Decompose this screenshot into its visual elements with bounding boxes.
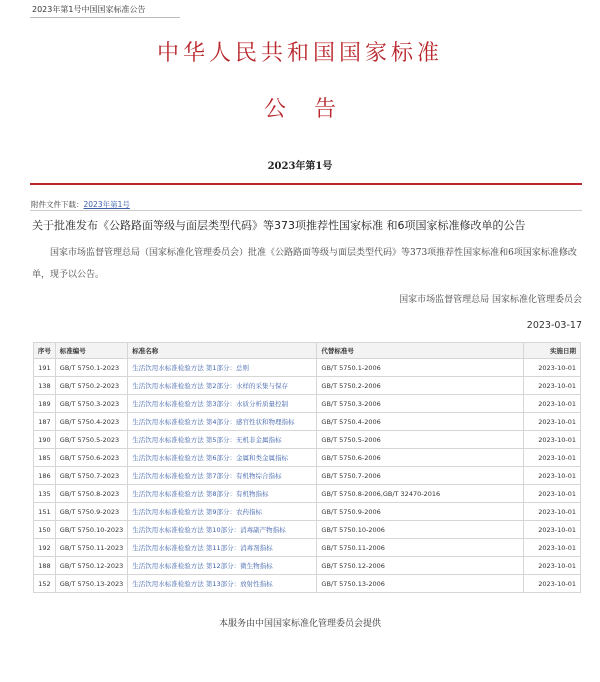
std-name-cell — [128, 395, 317, 413]
announcement-date: 2023-03-17 — [526, 320, 582, 331]
std-no-cell: GB/T 5750.11-2023 — [55, 539, 128, 557]
std-name-link[interactable]: 生活饮用水标准检验方法 第8部分：有机物指标 — [132, 490, 269, 498]
std-name-link[interactable]: 生活饮用水标准检验方法 第11部分：消毒剂指标 — [132, 544, 273, 552]
std-name-cell — [128, 431, 317, 449]
impl-date-cell: 2023-10-01 — [523, 575, 581, 593]
table-row — [34, 539, 581, 557]
attachment-download-link[interactable]: 2023年第1号 — [83, 200, 130, 209]
seq-cell: 190 — [34, 431, 56, 449]
attachment-label: 附件文件下载： — [31, 200, 84, 209]
impl-date-cell: 2023-10-01 — [523, 485, 581, 503]
seq-cell: 186 — [34, 467, 56, 485]
seq-cell: 138 — [34, 377, 56, 395]
impl-date-cell: 2023-10-01 — [523, 431, 581, 449]
seq-cell: 185 — [34, 449, 56, 467]
std-no-cell: GB/T 5750.10-2023 — [55, 521, 128, 539]
std-name-link[interactable]: 生活饮用水标准检验方法 第7部分：有机物综合指标 — [132, 472, 282, 480]
header-replaced: 代替标准号 — [317, 343, 523, 359]
replaced-cell: GB/T 5750.8-2006,GB/T 32470-2016 — [317, 485, 523, 503]
header-std-no: 标准编号 — [55, 343, 128, 359]
issue-number: 2023年第1号 — [267, 161, 333, 172]
replaced-cell: GB/T 5750.7-2006 — [317, 467, 523, 485]
replaced-cell: GB/T 5750.6-2006 — [317, 449, 523, 467]
replaced-cell: GB/T 5750.5-2006 — [317, 431, 523, 449]
std-name-cell — [128, 413, 317, 431]
replaced-cell: GB/T 5750.11-2006 — [317, 539, 523, 557]
table-row — [34, 521, 581, 539]
table-row — [34, 503, 581, 521]
announcement-title: 关于批准发布《公路路面等级与面层类型代码》等373项推荐性国家标准 和6项国家标准修改单的公告 — [32, 219, 526, 232]
std-name-link[interactable]: 生活饮用水标准检验方法 第2部分：水样的采集与保存 — [132, 382, 288, 390]
table-row — [34, 359, 581, 377]
attachment-divider — [30, 210, 582, 211]
std-name-link[interactable]: 生活饮用水标准检验方法 第9部分：农药指标 — [132, 508, 262, 516]
std-no-cell: GB/T 5750.13-2023 — [55, 575, 128, 593]
std-name-link[interactable]: 生活饮用水标准检验方法 第4部分：感官性状和物理指标 — [132, 418, 295, 426]
std-no-cell: GB/T 5750.2-2023 — [55, 377, 128, 395]
std-name-cell — [128, 521, 317, 539]
replaced-cell: GB/T 5750.9-2006 — [317, 503, 523, 521]
std-no-cell: GB/T 5750.7-2023 — [55, 467, 128, 485]
header-seq: 序号 — [34, 343, 56, 359]
impl-date-cell: 2023-10-01 — [523, 539, 581, 557]
impl-date-cell: 2023-10-01 — [523, 557, 581, 575]
table-row — [34, 557, 581, 575]
impl-date-cell: 2023-10-01 — [523, 449, 581, 467]
table-row — [34, 575, 581, 593]
std-no-cell: GB/T 5750.6-2023 — [55, 449, 128, 467]
footer-text: 本服务由中国国家标准化管理委员会提供 — [218, 619, 381, 629]
table-row — [34, 485, 581, 503]
table-row — [34, 395, 581, 413]
std-name-link[interactable]: 生活饮用水标准检验方法 第3部分：水质分析质量控制 — [132, 400, 288, 408]
std-name-cell — [128, 449, 317, 467]
replaced-cell: GB/T 5750.2-2006 — [317, 377, 523, 395]
replaced-cell: GB/T 5750.13-2006 — [317, 575, 523, 593]
notice-heading: 公告 — [263, 97, 364, 122]
replaced-cell: GB/T 5750.12-2006 — [317, 557, 523, 575]
standards-table — [33, 342, 581, 593]
breadcrumb[interactable]: 2023年第1号中国国家标准公告 — [32, 5, 146, 14]
red-divider — [30, 183, 582, 185]
header-impl-date: 实施日期 — [523, 343, 581, 359]
std-no-cell: GB/T 5750.8-2023 — [55, 485, 128, 503]
impl-date-cell: 2023-10-01 — [523, 521, 581, 539]
table-row — [34, 431, 581, 449]
announcement-body: 国家市场监督管理总局（国家标准化管理委员会）批准《公路路面等级与面层类型代码》等373项推荐性国家标准和6项国家标准修改单，现予以公告。 — [32, 248, 577, 280]
attachment-row — [31, 199, 130, 210]
seq-cell: 187 — [34, 413, 56, 431]
std-no-cell: GB/T 5750.9-2023 — [55, 503, 128, 521]
impl-date-cell: 2023-10-01 — [523, 359, 581, 377]
replaced-cell: GB/T 5750.3-2006 — [317, 395, 523, 413]
table-row — [34, 467, 581, 485]
page-title: 中华人民共和国国家标准 — [156, 41, 443, 66]
std-no-cell: GB/T 5750.3-2023 — [55, 395, 128, 413]
impl-date-cell: 2023-10-01 — [523, 503, 581, 521]
table-row — [34, 377, 581, 395]
replaced-cell: GB/T 5750.4-2006 — [317, 413, 523, 431]
std-name-link[interactable]: 生活饮用水标准检验方法 第6部分：金属和类金属指标 — [132, 454, 288, 462]
std-no-cell: GB/T 5750.5-2023 — [55, 431, 128, 449]
std-name-link[interactable]: 生活饮用水标准检验方法 第12部分：微生物指标 — [132, 562, 273, 570]
seq-cell: 188 — [34, 557, 56, 575]
std-name-link[interactable]: 生活饮用水标准检验方法 第1部分：总则 — [132, 364, 249, 372]
std-name-link[interactable]: 生活饮用水标准检验方法 第5部分：无机非金属指标 — [132, 436, 282, 444]
seq-cell: 135 — [34, 485, 56, 503]
seq-cell: 191 — [34, 359, 56, 377]
seq-cell: 192 — [34, 539, 56, 557]
table-row — [34, 449, 581, 467]
std-name-cell — [128, 467, 317, 485]
std-name-cell — [128, 557, 317, 575]
replaced-cell: GB/T 5750.1-2006 — [317, 359, 523, 377]
std-no-cell: GB/T 5750.4-2023 — [55, 413, 128, 431]
seq-cell: 189 — [34, 395, 56, 413]
std-name-cell — [128, 485, 317, 503]
std-name-link[interactable]: 生活饮用水标准检验方法 第10部分：消毒副产物指标 — [132, 526, 286, 534]
table-row — [34, 413, 581, 431]
seq-cell: 151 — [34, 503, 56, 521]
impl-date-cell: 2023-10-01 — [523, 467, 581, 485]
std-name-link[interactable]: 生活饮用水标准检验方法 第13部分：放射性指标 — [132, 580, 273, 588]
std-name-cell — [128, 359, 317, 377]
announcement-issuer: 国家市场监督管理总局 国家标准化管理委员会 — [399, 295, 582, 305]
std-name-cell — [128, 539, 317, 557]
std-no-cell: GB/T 5750.1-2023 — [55, 359, 128, 377]
header-std-name: 标准名称 — [128, 343, 317, 359]
table-header-row — [34, 343, 581, 359]
impl-date-cell: 2023-10-01 — [523, 413, 581, 431]
std-name-cell — [128, 575, 317, 593]
impl-date-cell: 2023-10-01 — [523, 377, 581, 395]
std-name-cell — [128, 503, 317, 521]
replaced-cell: GB/T 5750.10-2006 — [317, 521, 523, 539]
breadcrumb-divider — [30, 17, 180, 18]
std-name-cell — [128, 377, 317, 395]
std-no-cell: GB/T 5750.12-2023 — [55, 557, 128, 575]
seq-cell: 150 — [34, 521, 56, 539]
seq-cell: 152 — [34, 575, 56, 593]
impl-date-cell: 2023-10-01 — [523, 395, 581, 413]
